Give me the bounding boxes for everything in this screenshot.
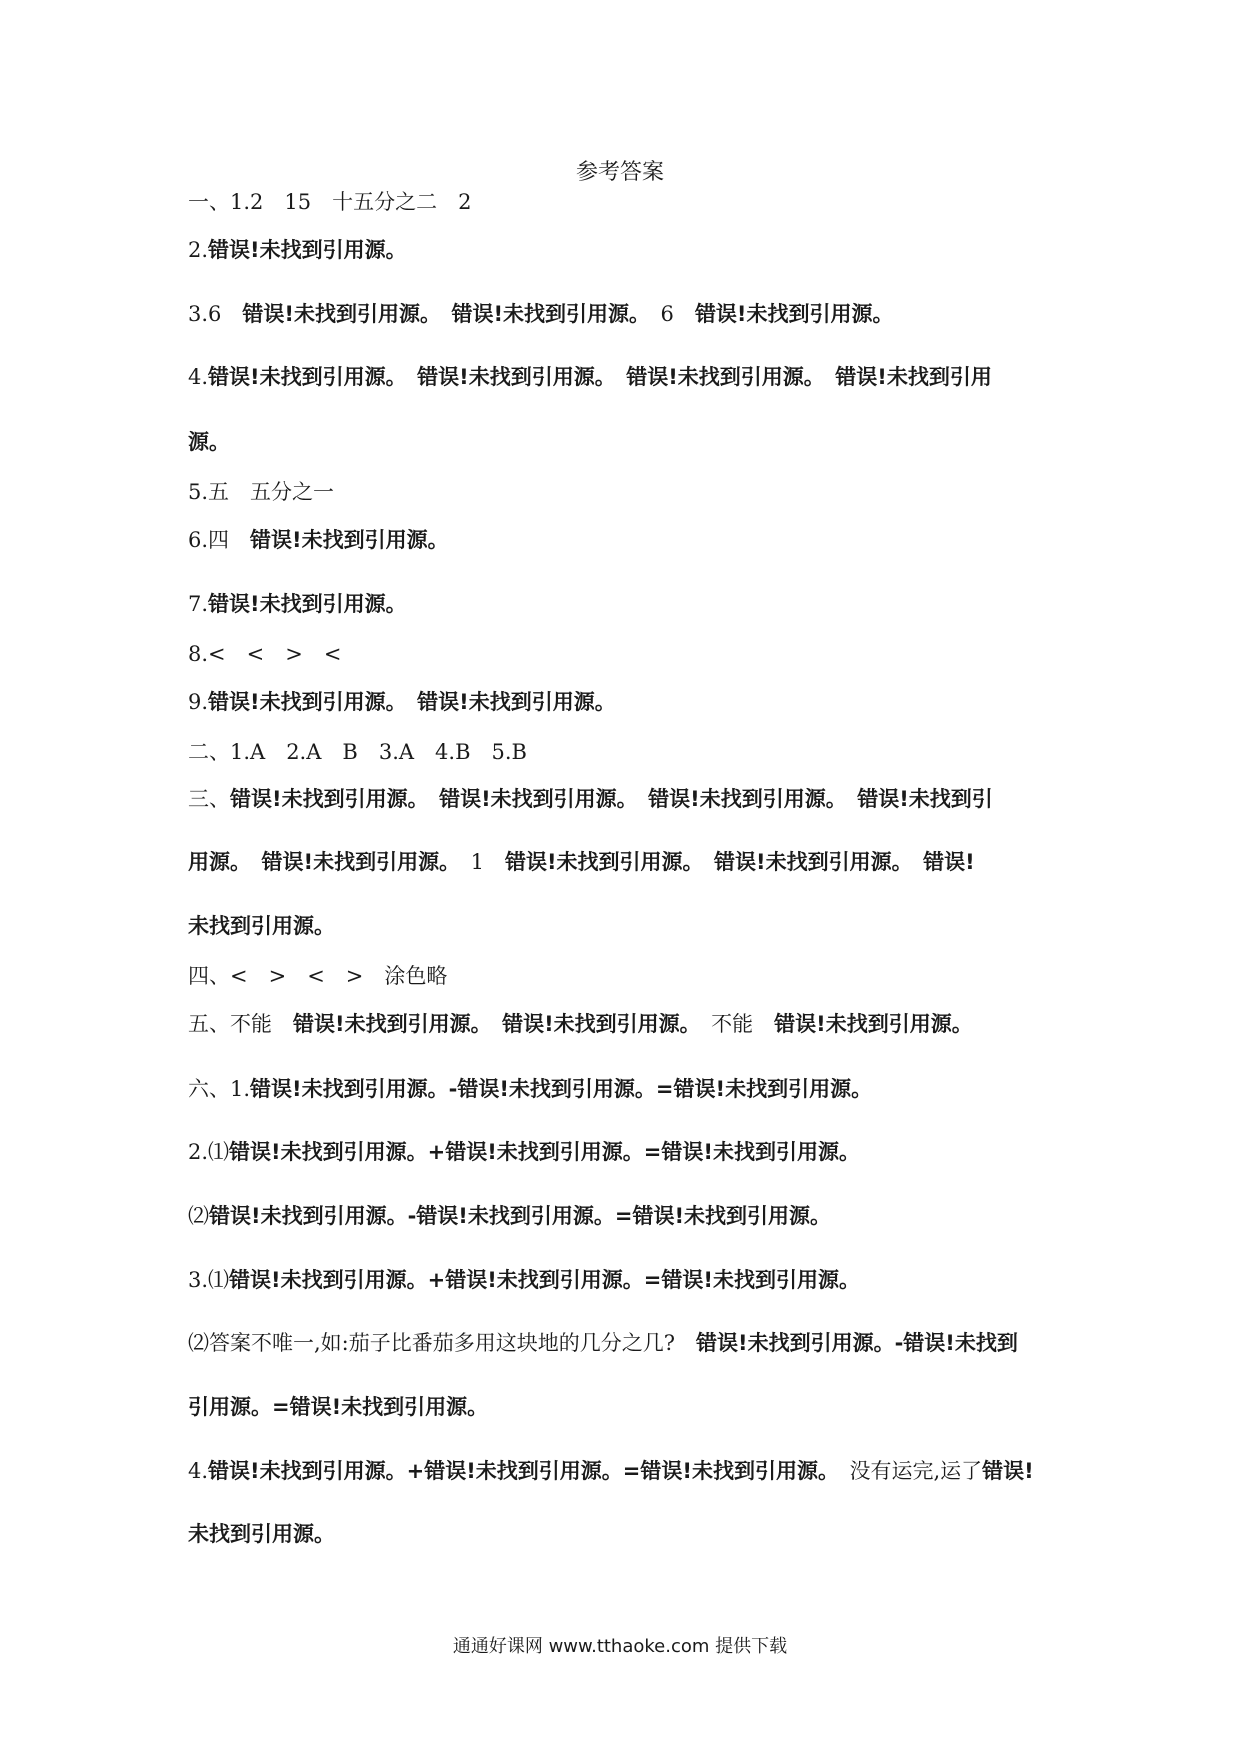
line-text: 六、1. (188, 1077, 251, 1101)
section-three-line-2 (188, 848, 975, 876)
line-bold-text: 未找到引用源。 (188, 1522, 335, 1546)
line-bold-text: 错误!未找到引用源。 (250, 528, 449, 552)
line-bold-text: 错误!未找到引用源。+错误!未找到引用源。=错误!未找到引用源。 (229, 1268, 860, 1292)
line-text-2: 没有运完,运了 (828, 1459, 983, 1483)
section-six-line-3b-cont (188, 1393, 488, 1421)
section-four-line (188, 962, 447, 990)
answer-line-4-cont (188, 428, 230, 456)
line-bold-text: 错误!未找到引用源。 (208, 238, 407, 262)
line-text: 四、< > < > 涂色略 (188, 964, 448, 988)
line-bold-text: 错误!未找到引用源。-错误!未找到 (696, 1331, 1018, 1355)
section-three-line-3 (188, 912, 335, 940)
answer-line-6 (188, 526, 449, 554)
answer-line-5 (188, 478, 334, 506)
line-text-2: 1 (449, 850, 505, 874)
line-text-2: 不能 (690, 1012, 775, 1036)
line-bold-text-2: 错误!未找到引用源。 错误!未找到引用源。 错误! (504, 850, 975, 874)
line-text: 7. (188, 592, 209, 616)
line-bold-text: 错误!未找到引用源。-错误!未找到引用源。=错误!未找到引用源。 (209, 1204, 832, 1228)
line-bold-text: 错误!未找到引用源。 错误!未找到引用源。 (208, 690, 616, 714)
line-text: 4. (188, 365, 209, 389)
section-six-line-4-cont (188, 1520, 335, 1548)
line-bold-text: 错误!未找到引用源。+错误!未找到引用源。=错误!未找到引用源。 (208, 1459, 829, 1483)
section-six-line-4 (188, 1457, 1034, 1485)
answer-line-1 (188, 188, 471, 216)
line-text: 5.五 五分之一 (188, 480, 335, 504)
line-bold-text: 错误!未找到引用源。 (208, 592, 407, 616)
section-six-line-1 (188, 1075, 872, 1103)
answer-line-4 (188, 363, 992, 391)
answer-line-9 (188, 688, 616, 716)
page-footer: 通通好课网 www.tthaoke.com 提供下载 (452, 1636, 788, 1657)
line-bold-text-2: 错误! (982, 1459, 1034, 1483)
line-text-2: 6 (639, 302, 695, 326)
line-text: 3.6 (188, 302, 243, 326)
line-bold-text: 源。 (188, 430, 230, 454)
section-six-line-2b (188, 1202, 831, 1230)
line-bold-text: 错误!未找到引用源。 错误!未找到引用源。 错误!未找到引用源。 错误!未找到引用 (208, 365, 992, 389)
line-text: 三、 (188, 787, 230, 811)
line-bold-text: 用源。 错误!未找到引用源。 (188, 850, 450, 874)
section-three-line-1 (188, 785, 993, 813)
section-two-line (188, 738, 527, 766)
line-text: 2. (188, 238, 209, 262)
answer-line-7 (188, 590, 407, 618)
line-text: 一、1.2 15 十五分之二 2 (188, 190, 472, 214)
section-six-line-2 (188, 1138, 860, 1166)
line-text: 3.⑴ (188, 1268, 230, 1292)
section-five-line (188, 1010, 973, 1038)
line-text: 五、不能 (188, 1012, 293, 1036)
answer-line-8 (188, 640, 341, 668)
line-bold-text: 错误!未找到引用源。 错误!未找到引用源。 (293, 1012, 691, 1036)
line-bold-text: 未找到引用源。 (188, 914, 335, 938)
answer-line-2 (188, 236, 407, 264)
line-text: 8.< < > < (188, 642, 342, 666)
line-text: 9. (188, 690, 209, 714)
line-text: ⑵答案不唯一,如:茄子比番茄多用这块地的几分之几? (188, 1331, 697, 1355)
line-bold-text: 错误!未找到引用源。-错误!未找到引用源。=错误!未找到引用源。 (250, 1077, 873, 1101)
line-text: 4. (188, 1459, 209, 1483)
answer-line-3 (188, 300, 894, 328)
line-bold-text-2: 错误!未找到引用源。 (694, 302, 894, 326)
section-six-line-3 (188, 1266, 860, 1294)
section-six-line-3b (188, 1329, 1018, 1357)
line-bold-text: 错误!未找到引用源。+错误!未找到引用源。=错误!未找到引用源。 (229, 1140, 860, 1164)
line-text: 2.⑴ (188, 1140, 230, 1164)
line-bold-text: 错误!未找到引用源。 错误!未找到引用源。 (242, 302, 640, 326)
line-bold-text-2: 错误!未找到引用源。 (774, 1012, 973, 1036)
line-bold-text: 引用源。=错误!未找到引用源。 (188, 1395, 489, 1419)
page-title: 参考答案 (575, 160, 664, 185)
line-text: 二、1.A 2.A B 3.A 4.B 5.B (188, 740, 527, 764)
line-text: ⑵ (188, 1204, 209, 1228)
line-text: 6.四 (188, 528, 251, 552)
line-bold-text: 错误!未找到引用源。 错误!未找到引用源。 错误!未找到引用源。 错误!未找到引 (230, 787, 993, 811)
